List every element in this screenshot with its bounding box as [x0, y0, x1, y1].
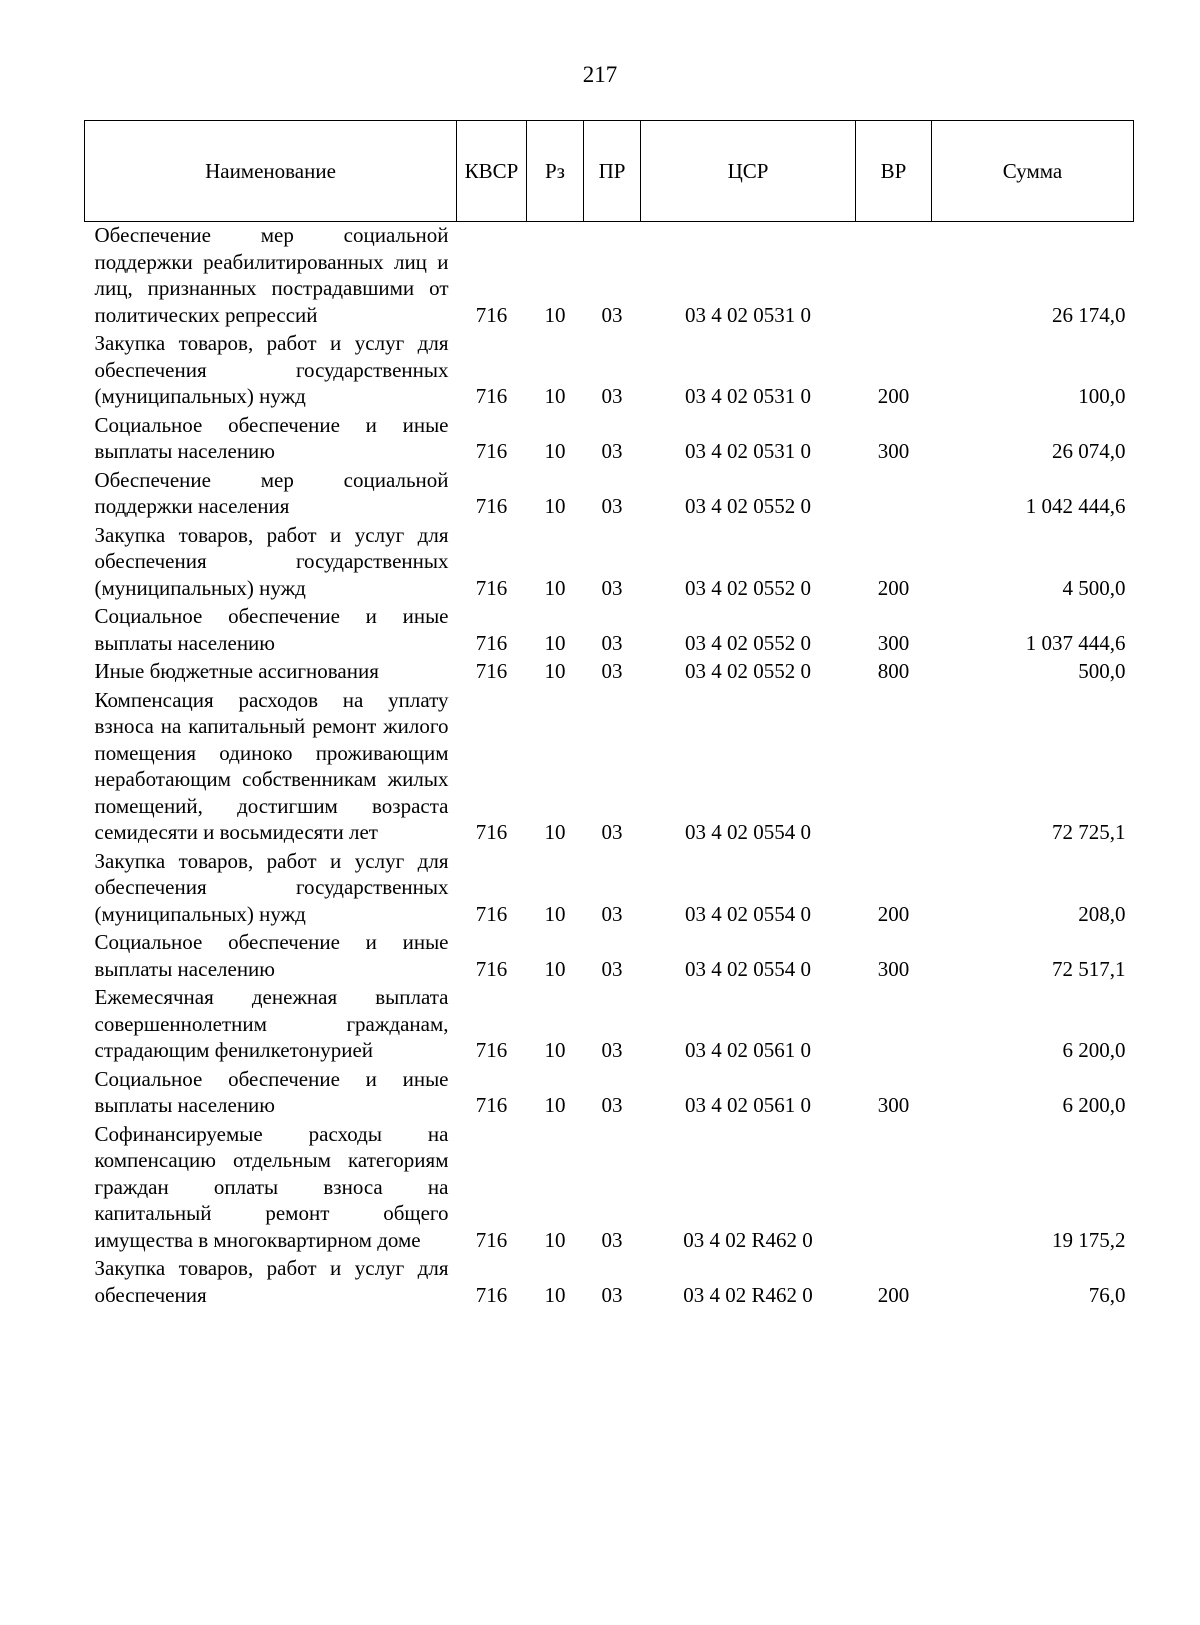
- cell-vr: [856, 687, 932, 848]
- cell-kvsr: 716: [475, 302, 508, 327]
- cell-vr: [856, 1121, 932, 1256]
- table-row: [85, 848, 1134, 930]
- table-row: [85, 522, 1134, 604]
- cell-pr: 03: [601, 384, 623, 408]
- cell-name: Социальное обеспечение и иные выплаты населению: [94, 930, 449, 981]
- cell-name: Социальное обеспечение и иные выплаты населению: [94, 412, 449, 463]
- cell-rz: 10: [544, 1093, 566, 1117]
- cell-csr: 03 4 02 R462 0: [683, 1227, 813, 1252]
- cell-vr: [856, 467, 932, 522]
- budget-table-container: [84, 120, 1133, 1310]
- cell-sum: 100,0: [1078, 384, 1126, 408]
- cell-sum: 72 517,1: [1052, 956, 1126, 981]
- cell-name: Обеспечение мер социальной поддержки реабилитированных лиц и лиц, признанных пострадавшими от политических репрессий: [94, 223, 449, 327]
- cell-rz: 10: [544, 630, 566, 655]
- cell-vr: [856, 984, 932, 1066]
- header-vr: ВР: [856, 121, 932, 222]
- cell-csr: 03 4 02 0561 0: [685, 1038, 811, 1062]
- cell-rz: 10: [544, 439, 566, 463]
- table-row: [85, 412, 1134, 467]
- cell-kvsr: 716: [475, 384, 508, 408]
- cell-sum: 26 074,0: [1052, 439, 1126, 463]
- cell-vr: 200: [877, 575, 910, 600]
- cell-vr: 200: [877, 384, 910, 408]
- cell-rz: 10: [544, 384, 566, 408]
- cell-pr: 03: [601, 630, 623, 655]
- table-row: [85, 330, 1134, 412]
- cell-csr: 03 4 02 0554 0: [685, 956, 811, 981]
- header-pr: ПР: [584, 121, 641, 222]
- cell-kvsr: 716: [475, 439, 508, 463]
- page-number: 217: [582, 62, 618, 87]
- cell-sum: 1 037 444,6: [1025, 630, 1126, 655]
- cell-vr: 200: [877, 1282, 910, 1307]
- cell-csr: 03 4 02 0531 0: [685, 439, 811, 463]
- cell-rz: 10: [544, 901, 566, 926]
- cell-name: Социальное обеспечение и иные выплаты населению: [94, 604, 449, 655]
- cell-pr: 03: [601, 820, 623, 844]
- table-row: [85, 929, 1134, 984]
- cell-pr: 03: [601, 575, 623, 600]
- cell-vr: 200: [877, 901, 910, 926]
- cell-pr: 03: [601, 1093, 623, 1117]
- cell-name: Закупка товаров, работ и услуг для обеспечения государственных (муниципальных) нужд: [94, 522, 449, 600]
- cell-csr: 03 4 02 R462 0: [683, 1282, 813, 1307]
- cell-name: Обеспечение мер социальной поддержки населения: [94, 467, 449, 518]
- cell-pr: 03: [601, 1282, 623, 1307]
- cell-name: Социальное обеспечение и иные выплаты населению: [94, 1066, 449, 1117]
- cell-pr: 03: [601, 659, 623, 683]
- table-header: [85, 121, 1134, 222]
- cell-kvsr: 716: [475, 1282, 508, 1307]
- cell-sum: 6 200,0: [1062, 1038, 1126, 1062]
- cell-csr: 03 4 02 0552 0: [685, 630, 811, 655]
- table-row: [85, 222, 1134, 331]
- cell-pr: 03: [601, 956, 623, 981]
- cell-vr: [856, 222, 932, 331]
- cell-pr: 03: [601, 1038, 623, 1062]
- cell-sum: 1 042 444,6: [1025, 494, 1126, 518]
- cell-vr: 800: [877, 659, 910, 683]
- cell-rz: 10: [544, 956, 566, 981]
- table-row: [85, 603, 1134, 658]
- cell-kvsr: 716: [475, 901, 508, 926]
- cell-vr: 300: [877, 630, 910, 655]
- cell-name: Ежемесячная денежная выплата совершеннолетним гражданам, страдающим фенилкетонурией: [94, 985, 449, 1062]
- table-row: [85, 984, 1134, 1066]
- cell-csr: 03 4 02 0554 0: [685, 901, 811, 926]
- cell-kvsr: 716: [475, 820, 508, 844]
- cell-rz: 10: [544, 302, 566, 327]
- cell-kvsr: 716: [475, 1227, 508, 1252]
- budget-table: [84, 120, 1134, 1310]
- cell-sum: 72 725,1: [1052, 820, 1126, 844]
- cell-sum: 76,0: [1088, 1282, 1126, 1307]
- cell-pr: 03: [601, 901, 623, 926]
- cell-vr: 300: [877, 439, 910, 463]
- cell-kvsr: 716: [475, 1093, 508, 1117]
- table-row: [85, 1121, 1134, 1256]
- cell-sum: 19 175,2: [1052, 1227, 1126, 1252]
- cell-pr: 03: [601, 439, 623, 463]
- cell-rz: 10: [544, 494, 566, 518]
- cell-csr: 03 4 02 0561 0: [685, 1093, 811, 1117]
- cell-sum: 500,0: [1078, 659, 1126, 683]
- header-rz: Рз: [527, 121, 584, 222]
- cell-kvsr: 716: [475, 956, 508, 981]
- cell-rz: 10: [544, 575, 566, 600]
- cell-rz: 10: [544, 1038, 566, 1062]
- table-row: [85, 1066, 1134, 1121]
- header-csr: ЦСР: [641, 121, 856, 222]
- cell-rz: 10: [544, 1282, 566, 1307]
- cell-csr: 03 4 02 0554 0: [685, 820, 811, 844]
- table-row: [85, 687, 1134, 848]
- cell-rz: 10: [544, 659, 566, 683]
- cell-kvsr: 716: [475, 575, 508, 600]
- cell-sum: 4 500,0: [1062, 575, 1126, 600]
- table-row: [85, 658, 1134, 687]
- cell-kvsr: 716: [475, 1038, 508, 1062]
- table-row: [85, 467, 1134, 522]
- cell-csr: 03 4 02 0531 0: [685, 384, 811, 408]
- cell-sum: 26 174,0: [1052, 302, 1126, 327]
- header-kvsr: КВСР: [457, 121, 527, 222]
- cell-vr: 300: [877, 1093, 910, 1117]
- cell-name: Иные бюджетные ассигнования: [94, 659, 379, 683]
- cell-sum: 6 200,0: [1062, 1093, 1126, 1117]
- cell-kvsr: 716: [475, 494, 508, 518]
- cell-csr: 03 4 02 0552 0: [685, 494, 811, 518]
- cell-name: Закупка товаров, работ и услуг для обеспечения: [94, 1256, 449, 1307]
- cell-csr: 03 4 02 0552 0: [685, 575, 811, 600]
- table-row: [85, 1255, 1134, 1310]
- cell-name: Закупка товаров, работ и услуг для обеспечения государственных (муниципальных) нужд: [94, 331, 449, 408]
- cell-rz: 10: [544, 1227, 566, 1252]
- cell-vr: 300: [877, 956, 910, 981]
- cell-name: Компенсация расходов на уплату взноса на капитальный ремонт жилого помещения одиноко проживающим неработающим собственникам жилых помещений, достигшим возраста семидесяти и восьмидесяти лет: [94, 687, 449, 844]
- cell-kvsr: 716: [475, 659, 508, 683]
- cell-pr: 03: [601, 1227, 623, 1252]
- cell-kvsr: 716: [475, 630, 508, 655]
- cell-pr: 03: [601, 302, 623, 327]
- cell-sum: 208,0: [1078, 901, 1126, 926]
- cell-csr: 03 4 02 0552 0: [685, 659, 811, 683]
- header-name: Наименование: [85, 121, 457, 222]
- cell-name: Закупка товаров, работ и услуг для обеспечения государственных (муниципальных) нужд: [94, 848, 449, 926]
- header-sum: Сумма: [932, 121, 1134, 222]
- cell-csr: 03 4 02 0531 0: [685, 302, 811, 327]
- cell-pr: 03: [601, 494, 623, 518]
- cell-name: Софинансируемые расходы на компенсацию отдельным категориям граждан оплаты взноса на капитальный ремонт общего имущества в многоквартирном доме: [94, 1121, 449, 1252]
- table-body: [85, 222, 1134, 1311]
- cell-rz: 10: [544, 820, 566, 844]
